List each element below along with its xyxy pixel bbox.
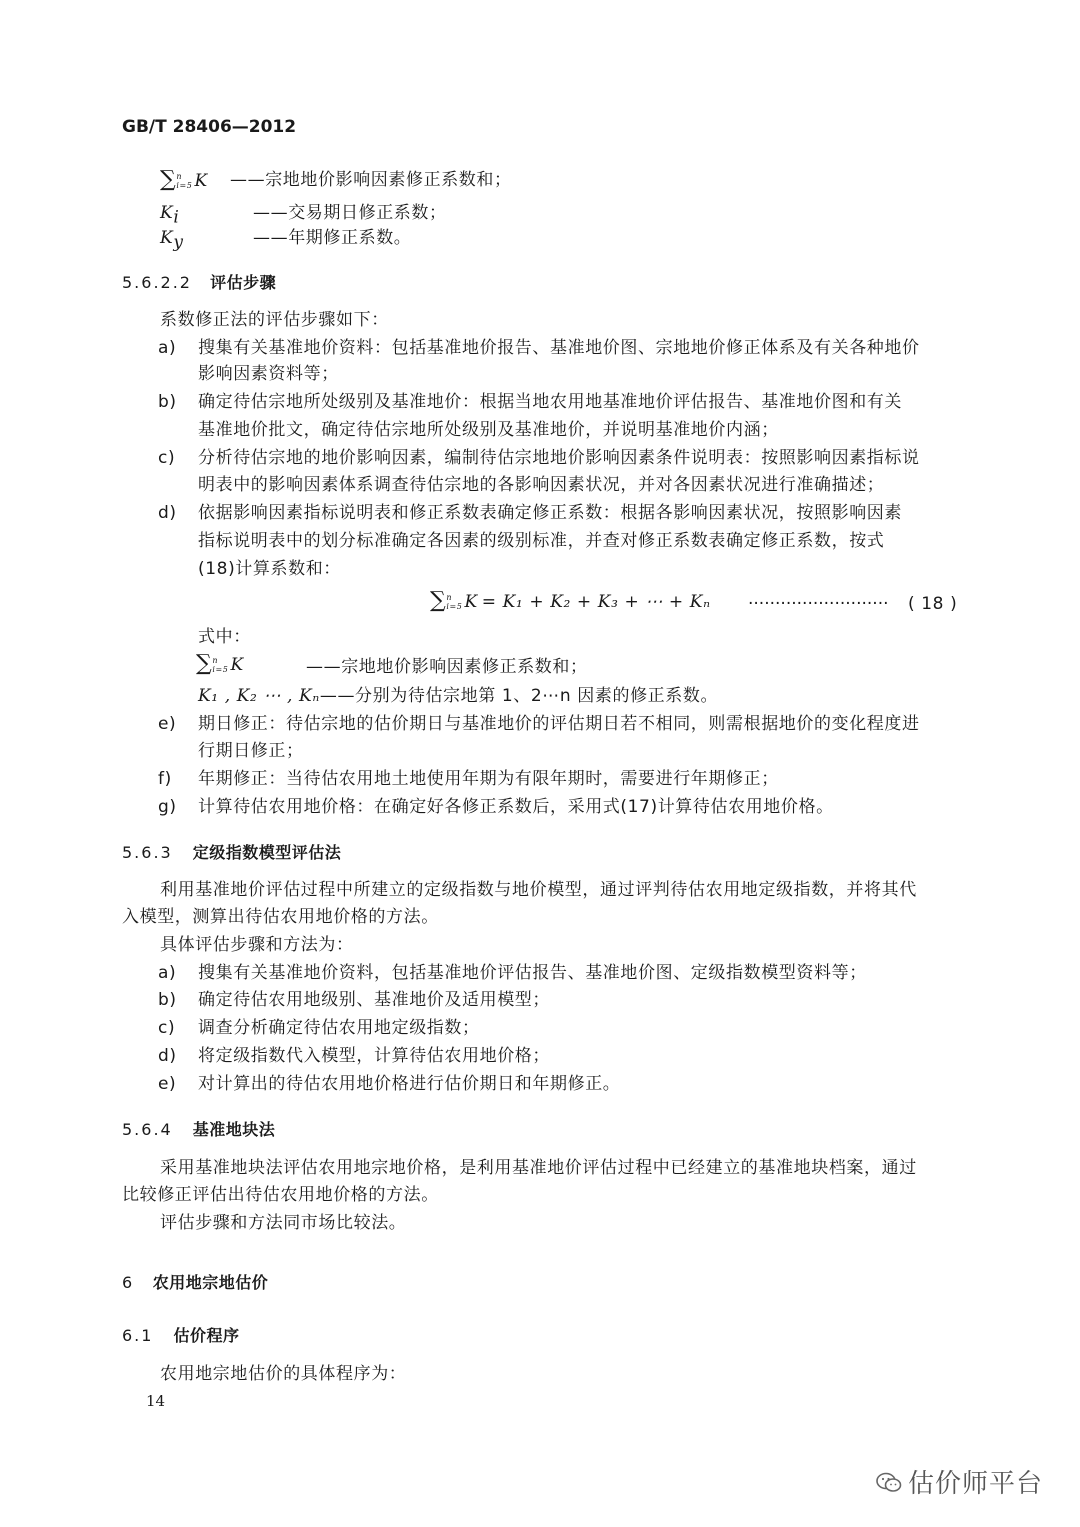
- list-item-label: c): [158, 1018, 176, 1038]
- formula-dots: ··························: [748, 594, 889, 614]
- paragraph-line: 采用基准地块法评估农用地宗地价格，是利用基准地价评估过程中已经建立的基准地块档案，通过: [160, 1158, 917, 1178]
- list-item-line: 搜集有关基准地价资料：包括基准地价报告、基准地价图、宗地地价修正体系及有关各种地价: [198, 338, 920, 358]
- paragraph: 农用地宗地估价的具体程序为：: [160, 1364, 407, 1384]
- list-item-line: 期日修正：待估宗地的估价期日与基准地价的评估期日若不相同，则需根据地价的变化程度进: [198, 714, 920, 734]
- list-item-line: 搜集有关基准地价资料，包括基准地价评估报告、基准地价图、定级指数模型资料等；: [198, 963, 867, 983]
- paragraph-line: 利用基准地价评估过程中所建立的定级指数与地价模型，通过评判待估农用地定级指数，并将其代: [160, 880, 917, 900]
- list-item-label: a): [158, 963, 177, 983]
- list-item-line: (18)计算系数和：: [198, 559, 341, 579]
- list-item-label: d): [158, 503, 177, 523]
- where-definition: ∑n i=5 K ——宗地地价影响因素修正系数和；: [196, 651, 588, 677]
- list-item-line: 影响因素资料等；: [198, 364, 339, 384]
- list-item-line: 指标说明表中的划分标准确定各因素的级别标准，并查对修正系数表确定修正系数，按式: [198, 531, 885, 551]
- paragraph: 系数修正法的评估步骤如下：: [160, 310, 389, 330]
- list-item-label: f): [158, 769, 172, 789]
- list-item-line: 明表中的影响因素体系调查待估宗地的各影响因素状况，并对各因素状况进行准确描述；: [198, 475, 885, 495]
- list-item-line: 年期修正：当待估农用地土地使用年期为有限年期时，需要进行年期修正；: [198, 769, 779, 789]
- list-item-label: b): [158, 990, 177, 1010]
- list-item-label: d): [158, 1046, 177, 1066]
- list-item-line: 确定待估农用地级别、基准地价及适用模型；: [198, 990, 550, 1010]
- list-item-label: e): [158, 1074, 177, 1094]
- list-item-line: 依据影响因素指标说明表和修正系数表确定修正系数：根据各影响因素状况，按照影响因素: [198, 503, 902, 523]
- paragraph-line: 入模型，测算出待估农用地价格的方法。: [122, 907, 439, 927]
- page-number: 14: [146, 1392, 166, 1410]
- section-heading-5-6-3: 5.6.3 定级指数模型评估法: [122, 843, 342, 862]
- watermark: [876, 1463, 1043, 1500]
- list-item-line: 对计算出的待估农用地价格进行估价期日和年期修正。: [198, 1074, 621, 1094]
- wechat-icon: [876, 1472, 902, 1494]
- list-item-line: 确定待估宗地所处级别及基准地价：根据当地农用地基准地价评估报告、基准地价图和有关: [198, 392, 902, 412]
- definition-ky: $K_y$ ——年期修正系数。: [160, 228, 412, 253]
- list-item-label: c): [158, 448, 176, 468]
- definition-ki: $K_i$ ——交易期日修正系数；: [160, 203, 447, 228]
- list-item-line: 分析待估宗地的地价影响因素，编制待估宗地地价影响因素条件说明表：按照影响因素指标说: [198, 448, 920, 468]
- section-heading-5-6-2-2: 5.6.2.2 评估步骤: [122, 273, 277, 292]
- section-heading-5-6-4: 5.6.4 基准地块法: [122, 1120, 276, 1139]
- paragraph: 具体评估步骤和方法为：: [160, 935, 354, 955]
- list-item-line: 计算待估农用地价格：在确定好各修正系数后，采用式(17)计算待估农用地价格。: [198, 797, 834, 817]
- list-item-line: 基准地价批文，确定待估宗地所处级别及基准地价，并说明基准地价内涵；: [198, 420, 779, 440]
- paragraph-line: 比较修正评估出待估农用地价格的方法。: [122, 1185, 439, 1205]
- where-label: 式中：: [198, 627, 251, 647]
- standard-number: GB/T 28406—2012: [122, 117, 297, 137]
- list-item-label: a): [158, 338, 177, 358]
- watermark-text: 估价师平台: [908, 1469, 1044, 1499]
- list-item-line: 行期日修正；: [198, 741, 304, 761]
- section-heading-6: 6 农用地宗地估价: [122, 1273, 269, 1292]
- where-definition: K₁ , K₂ ⋯ , Kₙ——分别为待估宗地第 1、2⋯n 因素的修正系数。: [198, 686, 719, 706]
- list-item-label: b): [158, 392, 177, 412]
- list-item-line: 调查分析确定待估农用地定级指数；: [198, 1018, 480, 1038]
- formula-18: ∑n i=5 K = K₁ + K₂ + K₃ + ⋯ + Kₙ: [430, 588, 711, 613]
- list-item-label: e): [158, 714, 177, 734]
- list-item-label: g): [158, 797, 177, 817]
- paragraph: 评估步骤和方法同市场比较法。: [160, 1213, 407, 1233]
- section-heading-6-1: 6.1 估价程序: [122, 1326, 240, 1345]
- formula-number: ( 18 ): [908, 594, 958, 614]
- definition-sum-k: ∑n i=5 K ——宗地地价影响因素修正系数和；: [160, 167, 512, 192]
- list-item-line: 将定级指数代入模型，计算待估农用地价格；: [198, 1046, 550, 1066]
